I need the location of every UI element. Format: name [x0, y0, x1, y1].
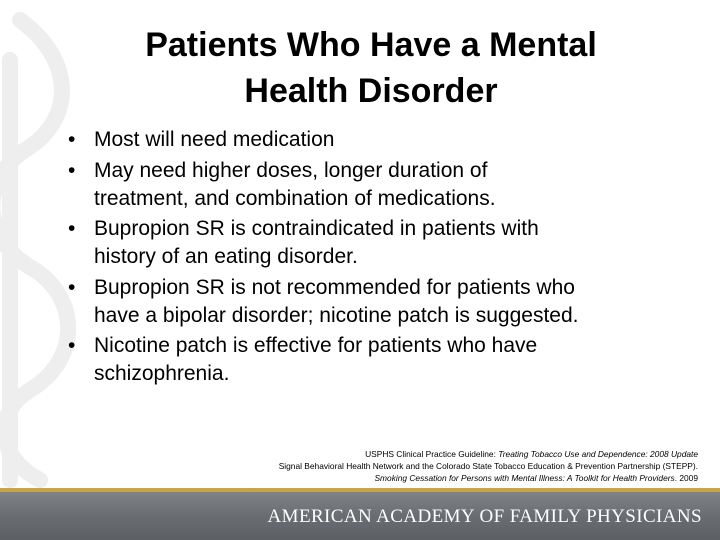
bullet-text: Bupropion SR is not recommended for patients who — [94, 275, 575, 299]
slide-title-line: Patients Who Have a Mental — [145, 26, 597, 64]
bullet-text: treatment, and combination of medications. — [94, 186, 496, 210]
bullet-item — [68, 215, 698, 271]
bullet-list — [68, 126, 698, 391]
organization-logo-text: AMERICAN ACADEMY OF FAMILY PHYSICIANS — [267, 506, 702, 527]
bullet-text: Bupropion SR is contraindicated in patients with — [94, 217, 539, 240]
bullet-text: schizophrenia. — [94, 362, 230, 385]
citation-line: Signal Behavioral Health Network and the Colorado State Tobacco Education & Prevention Partnership (STEPP). — [278, 461, 698, 471]
citation-year: . 2009 — [674, 473, 698, 483]
footer-bar — [0, 492, 720, 540]
bullet-text: have a bipolar disorder; nicotine patch is suggested. — [94, 303, 579, 327]
citation — [138, 448, 698, 484]
bullet-text: May need higher doses, longer duration of — [94, 158, 488, 182]
slide-title-line: Health Disorder — [244, 72, 498, 110]
citation-line — [138, 472, 698, 484]
citation-line — [138, 448, 698, 460]
bullet-text: Most will need medication — [94, 128, 335, 151]
bullet-item — [68, 157, 698, 213]
bullet-text: history of an eating disorder. — [94, 245, 358, 268]
bullet-text: Nicotine patch is effective for patients who have — [94, 334, 538, 357]
citation-source: USPHS Clinical Practice Guideline: — [365, 449, 499, 459]
bullet-item — [68, 126, 698, 154]
citation-title: Treating Tobacco Use and Dependence: 2008 Update — [498, 449, 698, 459]
citation-title: Smoking Cessation for Persons with Mental Illness: A Toolkit for Health Providers — [374, 473, 675, 483]
bullet-item — [68, 274, 698, 330]
slide-title — [60, 22, 682, 114]
bullet-item — [68, 332, 698, 388]
